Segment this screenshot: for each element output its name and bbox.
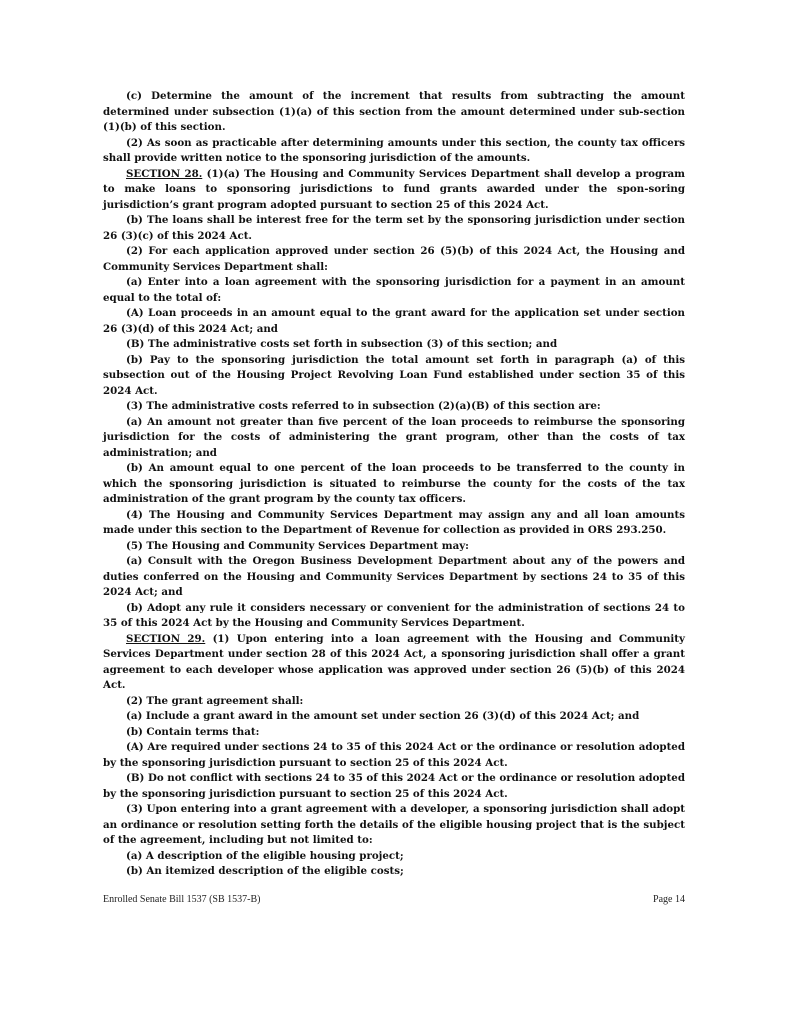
paragraph-text: (a) An amount not greater than five percent of the loan proceeds to reimburse the sponsoring jurisdiction for the costs of administering the grant program, other than the costs of tax administration; and — [103, 415, 685, 459]
paragraph-text: (B) The administrative costs set forth in subsection (3) of this section; and — [126, 338, 558, 350]
paragraph — [103, 89, 685, 136]
paragraph-text: (3) Upon entering into a grant agreement with a developer, a sponsoring jurisdiction shall adopt an ordinance or resolution setting forth the details of the eligible housing project that is the subject of the agreement, including but not limited to: — [103, 803, 685, 846]
paragraph-text: (a) Consult with the Oregon Business Development Department about any of the powers and duties conferred on the Housing and Community Services Department by sections 24 to 35 of this 2024 Act; and — [103, 555, 685, 598]
paragraph — [103, 554, 685, 601]
paragraph-text: (5) The Housing and Community Services Department may: — [126, 539, 469, 552]
paragraph — [103, 709, 685, 725]
paragraph — [103, 508, 685, 539]
paragraph-text: (A) Loan proceeds in an amount equal to the grant award for the application set under section 26 (3)(d) of this 2024 Act; and — [103, 307, 685, 335]
paragraph-text: (2) The grant agreement shall: — [126, 694, 304, 707]
paragraph — [103, 244, 685, 275]
paragraph-text: (a) Include a grant award in the amount set under section 26 (3)(d) of this 2024 Act; and — [126, 710, 640, 722]
bill-identifier: Enrolled Senate Bill 1537 (SB 1537-B) — [103, 894, 261, 905]
paragraph — [103, 353, 685, 400]
paragraph — [103, 694, 685, 710]
paragraph-text: (a) A description of the eligible housing project; — [126, 849, 404, 862]
paragraph — [103, 399, 685, 415]
paragraph — [103, 415, 685, 462]
paragraph-text: (b) Pay to the sponsoring jurisdiction the total amount set forth in paragraph (a) of this subsection out of the Housing Project Revolving Loan Fund established under section 35 of this 2024 Act. — [103, 353, 685, 397]
paragraph-text: (2) For each application approved under section 26 (5)(b) of this 2024 Act, the Housing and Community Services Department shall: — [103, 245, 685, 273]
document-body — [103, 89, 685, 880]
section-paragraph — [103, 632, 685, 694]
paragraph-text: (a) Enter into a loan agreement with the sponsoring jurisdiction for a payment in an amount equal to the total of: — [103, 276, 685, 304]
paragraph-text: (b) The loans shall be interest free for the term set by the sponsoring jurisdiction under section 26 (3)(c) of this 2024 Act. — [103, 214, 685, 242]
paragraph — [103, 725, 685, 741]
section-heading: SECTION 29. — [126, 632, 206, 645]
paragraph-text: (b) An itemized description of the eligible costs; — [126, 865, 404, 877]
paragraph — [103, 601, 685, 632]
paragraph — [103, 461, 685, 508]
paragraph-text: (A) Are required under sections 24 to 35 of this 2024 Act or the ordinance or resolution adopted by the sponsoring jurisdiction pursuant to section 25 of this 2024 Act. — [103, 741, 685, 769]
paragraph-text: (b) Contain terms that: — [126, 725, 260, 738]
paragraph — [103, 849, 685, 865]
paragraph — [103, 136, 685, 167]
paragraph-text: (b) An amount equal to one percent of the loan proceeds to be transferred to the county in which the sponsoring jurisdiction is situated to reimburse the county for the costs of the tax administration of the grant program by the county tax officers. — [103, 462, 685, 505]
paragraph — [103, 539, 685, 555]
paragraph-text: (1)(a) The Housing and Community Services Department shall develop a program to make loans to sponsoring jurisdictions to fund grants awarded under the spon-soring jurisdiction’s grant program adopted pursuant to section 25 of this 2024 Act. — [103, 167, 685, 211]
section-heading: SECTION 28. — [126, 167, 203, 180]
paragraph-text: (B) Do not conflict with sections 24 to 35 of this 2024 Act or the ordinance or resolution adopted by the sponsoring jurisdiction pursuant to section 25 of this 2024 Act. — [103, 772, 685, 800]
paragraph — [103, 275, 685, 306]
paragraph-text: (c) Determine the amount of the increment that results from subtracting the amount determined under subsection (1)(a) of this section from the amount determined under sub-section (1)(b) of this section. — [103, 90, 685, 133]
section-paragraph — [103, 167, 685, 214]
paragraph — [103, 740, 685, 771]
paragraph — [103, 306, 685, 337]
paragraph — [103, 802, 685, 849]
paragraph — [103, 213, 685, 244]
paragraph-text: (1) Upon entering into a loan agreement with the Housing and Community Services Department under section 28 of this 2024 Act, a sponsoring jurisdiction shall offer a grant agreement to each developer whose application was approved under section 26 (5)(b) of this 2024 Act. — [103, 632, 685, 691]
paragraph-text: (3) The administrative costs referred to in subsection (2)(a)(B) of this section are: — [126, 400, 601, 412]
paragraph — [103, 337, 685, 353]
paragraph-text: (4) The Housing and Community Services Department may assign any and all loan amounts made under this section to the Department of Revenue for collection as provided in ORS 293.250. — [103, 508, 685, 536]
paragraph — [103, 864, 685, 880]
paragraph-text: (b) Adopt any rule it considers necessary or convenient for the administration of sections 24 to 35 of this 2024 Act by the Housing and Community Services Department. — [103, 601, 685, 629]
paragraph — [103, 771, 685, 802]
paragraph-text: (2) As soon as practicable after determining amounts under this section, the county tax officers shall provide written notice to the sponsoring jurisdiction of the amounts. — [103, 136, 685, 164]
page-number: Page 14 — [653, 894, 685, 905]
